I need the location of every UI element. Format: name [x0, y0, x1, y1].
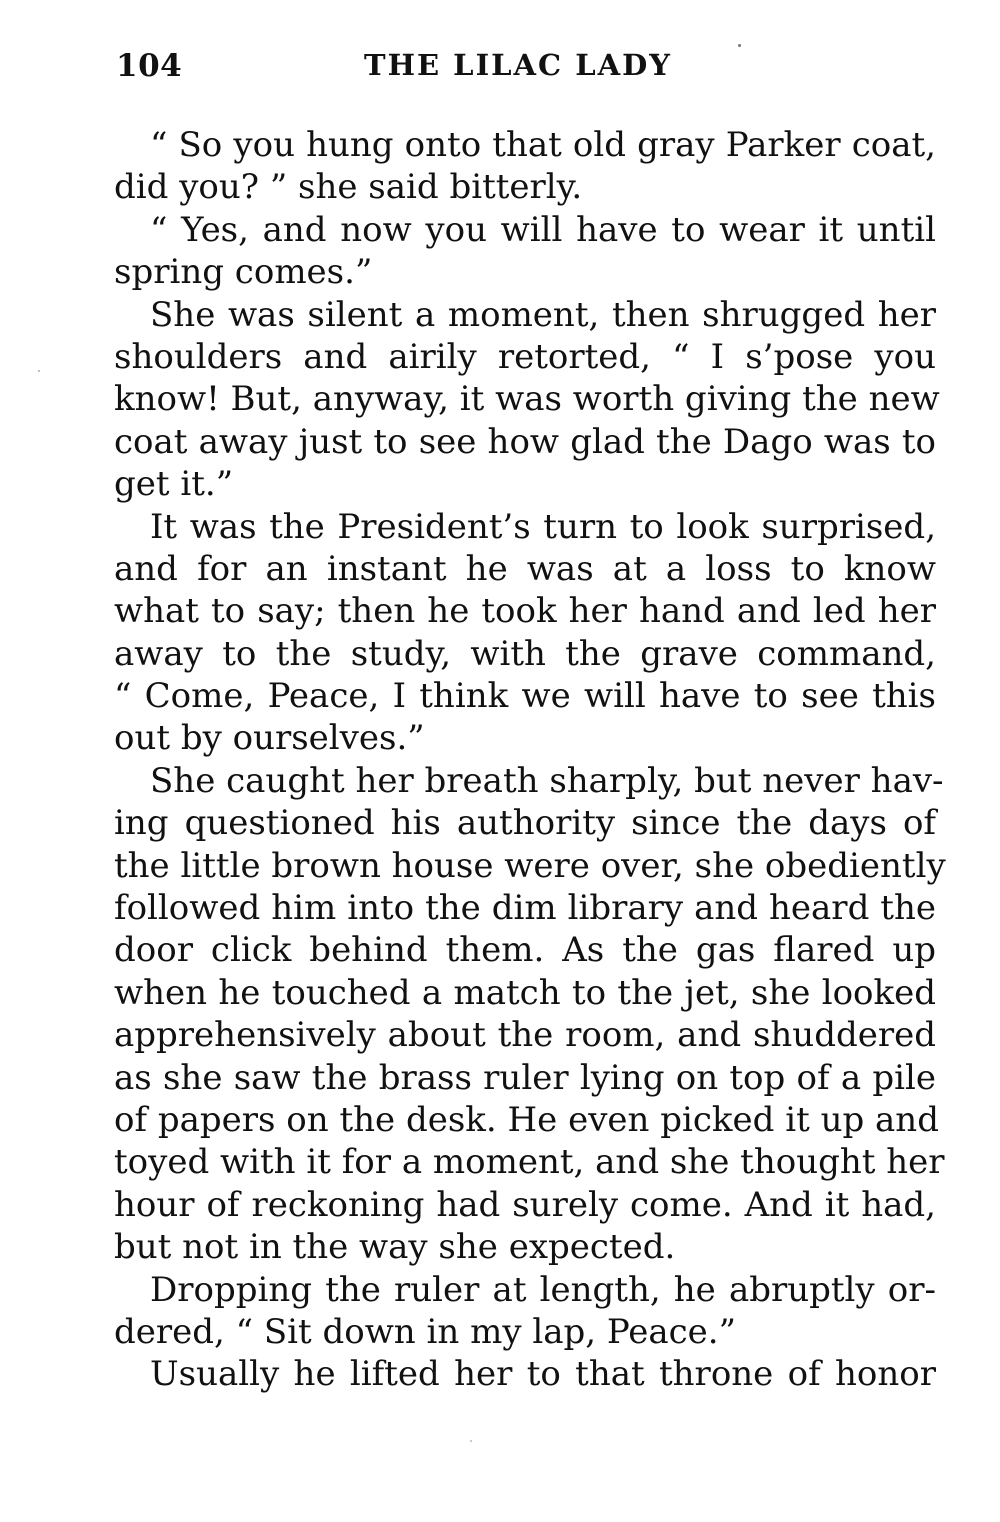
text-line: “ Come, Peace, I think we will have to see this [114, 676, 936, 717]
print-speck [738, 44, 741, 47]
text-line: but not in the way she expected. [114, 1227, 676, 1268]
running-head [116, 48, 936, 92]
text-line: spring comes.” [114, 252, 373, 293]
text-line: toyed with it for a moment, and she thought her [114, 1142, 945, 1183]
text-line: ing questioned his authority since the days of [114, 803, 936, 844]
text-line: She was silent a moment, then shrugged her [150, 294, 936, 335]
text-line: She caught her breath sharply, but never hav- [150, 760, 944, 801]
text-line: Dropping the ruler at length, he abruptly or- [150, 1269, 936, 1310]
text-line: dered, “ Sit down in my lap, Peace.” [114, 1311, 736, 1352]
text-line: “ Yes, and now you will have to wear it until [150, 209, 936, 250]
text-line: Usually he lifted her to that throne of honor [150, 1354, 936, 1395]
text-line: did you? ” she said bitterly. [114, 167, 583, 208]
text-line: It was the President’s turn to look surprised, [150, 506, 936, 547]
text-line: what to say; then he took her hand and led her [114, 591, 936, 632]
text-line: know! But, anyway, it was worth giving the new [114, 379, 940, 420]
text-line: apprehensively about the room, and shuddered [114, 1015, 936, 1056]
text-line: coat away just to see how glad the Dago was to [114, 421, 936, 462]
text-line: and for an instant he was at a loss to know [114, 548, 936, 589]
text-line: shoulders and airily retorted, “ I s’pose you [114, 336, 936, 377]
text-line: away to the study, with the grave command, [114, 633, 936, 674]
print-speck [38, 370, 40, 372]
text-line: when he touched a match to the jet, she looked [114, 972, 936, 1013]
text-line: of papers on the desk. He even picked it up and [114, 1099, 939, 1140]
book-title: THE LILAC LADY [364, 48, 672, 82]
text-line: the little brown house were over, she obediently [114, 845, 946, 886]
text-line: as she saw the brass ruler lying on top of a pile [114, 1057, 936, 1098]
text-line: followed him into the dim library and heard the [114, 888, 936, 929]
text-line: hour of reckoning had surely come. And it had, [114, 1184, 936, 1225]
print-speck [470, 1440, 472, 1442]
text-line: out by ourselves.” [114, 718, 425, 759]
page-number: 104 [116, 48, 183, 84]
text-line: “ So you hung onto that old gray Parker coat, [150, 125, 936, 165]
text-line: door click behind them. As the gas flared up [114, 930, 936, 971]
text-line: get it.” [114, 464, 234, 505]
body-text [114, 124, 946, 1396]
